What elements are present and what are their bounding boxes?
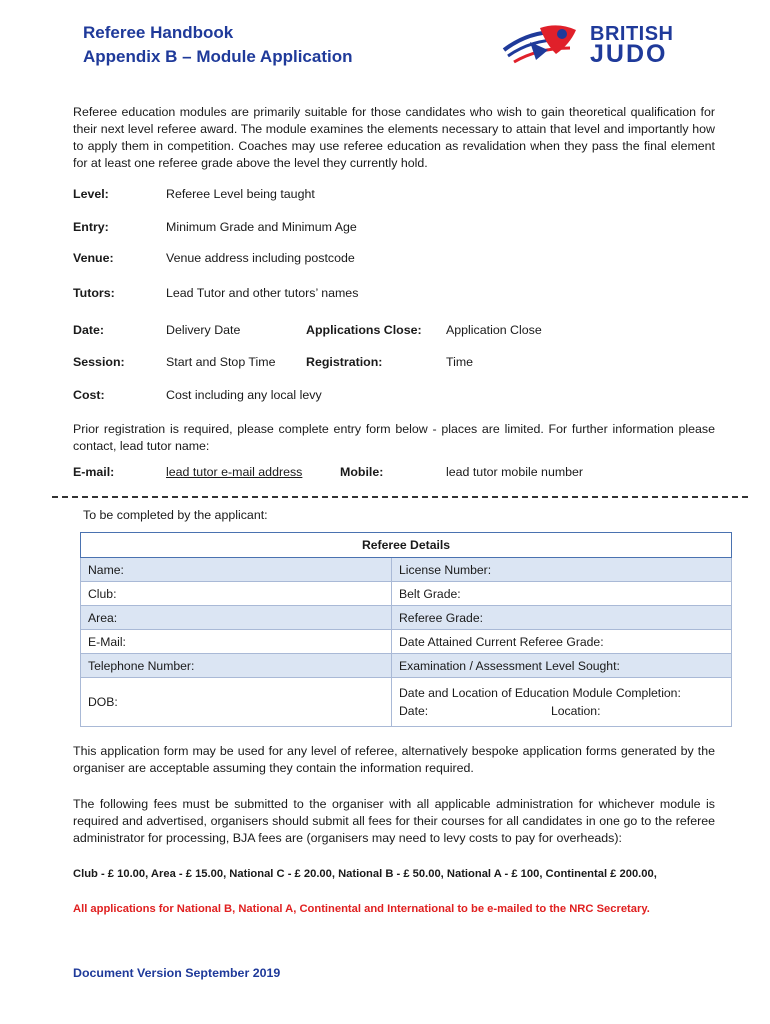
intro-paragraph: Referee education modules are primarily suitable for those candidates who wish to gain theoretical qualification for their next level referee award. The module examines the elements necessary to attain that level and importantly how to apply them in competition. Coaches may use referee education as revalidation when they pass the final element for at least one referee grade above the level they currently hold. [73, 105, 715, 170]
table-row [81, 606, 732, 630]
entry-label: Entry: [73, 220, 109, 234]
cost-label: Cost: [73, 388, 105, 402]
page-title: Referee Handbook [83, 23, 234, 42]
venue-value: Venue address including postcode [166, 251, 355, 265]
session-value: Start and Stop Time [166, 355, 276, 369]
notes-paragraph-2: The following fees must be submitted to the organiser with all applicable administration for whichever module is required and advertised, organisers should submit all fees for their courses for all candidates in one go to the referee administrator for processing, BJA fees are (organisers may need to levy costs to pay for overheads): [73, 797, 715, 845]
nrc-notice: All applications for National B, National A, Continental and International to be e-mailed to the NRC Secretary. [73, 903, 650, 915]
module-completion-field[interactable] [392, 678, 732, 727]
telephone-field[interactable]: Telephone Number: [81, 654, 392, 678]
registration-value: Time [446, 355, 474, 369]
mobile-label: Mobile: [340, 465, 384, 479]
table-header: Referee Details [81, 533, 732, 558]
logo-text-british: BRITISH [590, 23, 674, 45]
completion-date-label: Date: [399, 704, 429, 718]
table-row [81, 630, 732, 654]
applications-close-label: Applications Close: [306, 323, 422, 337]
date-attained-field[interactable]: Date Attained Current Referee Grade: [392, 630, 732, 654]
level-value: Referee Level being taught [166, 187, 315, 201]
date-value: Delivery Date [166, 323, 241, 337]
tutors-label: Tutors: [73, 286, 115, 300]
club-field[interactable]: Club: [81, 582, 392, 606]
table-row [81, 582, 732, 606]
completion-location-label: Location: [551, 704, 601, 718]
registration-label: Registration: [306, 355, 383, 369]
referee-details-table [80, 532, 732, 727]
mobile-value: lead tutor mobile number [446, 465, 584, 479]
area-field[interactable]: Area: [81, 606, 392, 630]
email-field[interactable]: E-Mail: [81, 630, 392, 654]
document-version: Document Version September 2019 [73, 966, 281, 980]
name-field[interactable]: Name: [81, 558, 392, 582]
license-number-field[interactable]: License Number: [392, 558, 732, 582]
logo-text-judo: JUDO [590, 40, 668, 68]
dob-field[interactable]: DOB: [81, 678, 392, 727]
british-judo-logo [500, 20, 700, 68]
notes-paragraph-1: This application form may be used for any level of referee, alternatively bespoke application forms generated by the organiser are acceptable assuming they contain the information required. [73, 744, 715, 775]
module-completion-label: Date and Location of Education Module Completion: [399, 686, 681, 700]
entry-value: Minimum Grade and Minimum Age [166, 220, 357, 234]
cost-value: Cost including any local levy [166, 388, 322, 402]
page-subtitle: Appendix B – Module Application [83, 47, 353, 66]
session-label: Session: [73, 355, 125, 369]
applications-close-value: Application Close [446, 323, 542, 337]
referee-grade-field[interactable]: Referee Grade: [392, 606, 732, 630]
prior-registration-text: Prior registration is required, please complete entry form below - places are limited. For further information please contact, lead tutor name: [73, 422, 715, 453]
cut-line-divider [52, 496, 748, 498]
date-label: Date: [73, 323, 104, 337]
venue-label: Venue: [73, 251, 114, 265]
fees-list: Club - £ 10.00, Area - £ 15.00, National C - £ 20.00, National B - £ 50.00, National A - £ 100, Continental £ 200.00, [73, 868, 657, 880]
level-label: Level: [73, 187, 109, 201]
judo-figure-icon [500, 20, 590, 68]
belt-grade-field[interactable]: Belt Grade: [392, 582, 732, 606]
table-row [81, 558, 732, 582]
tutor-email-link[interactable]: lead tutor e-mail address [166, 465, 303, 479]
table-row [81, 654, 732, 678]
tutors-value: Lead Tutor and other tutors’ names [166, 286, 359, 300]
email-label: E-mail: [73, 465, 115, 479]
exam-level-field[interactable]: Examination / Assessment Level Sought: [392, 654, 732, 678]
form-intro: To be completed by the applicant: [83, 508, 268, 522]
table-row [81, 678, 732, 727]
